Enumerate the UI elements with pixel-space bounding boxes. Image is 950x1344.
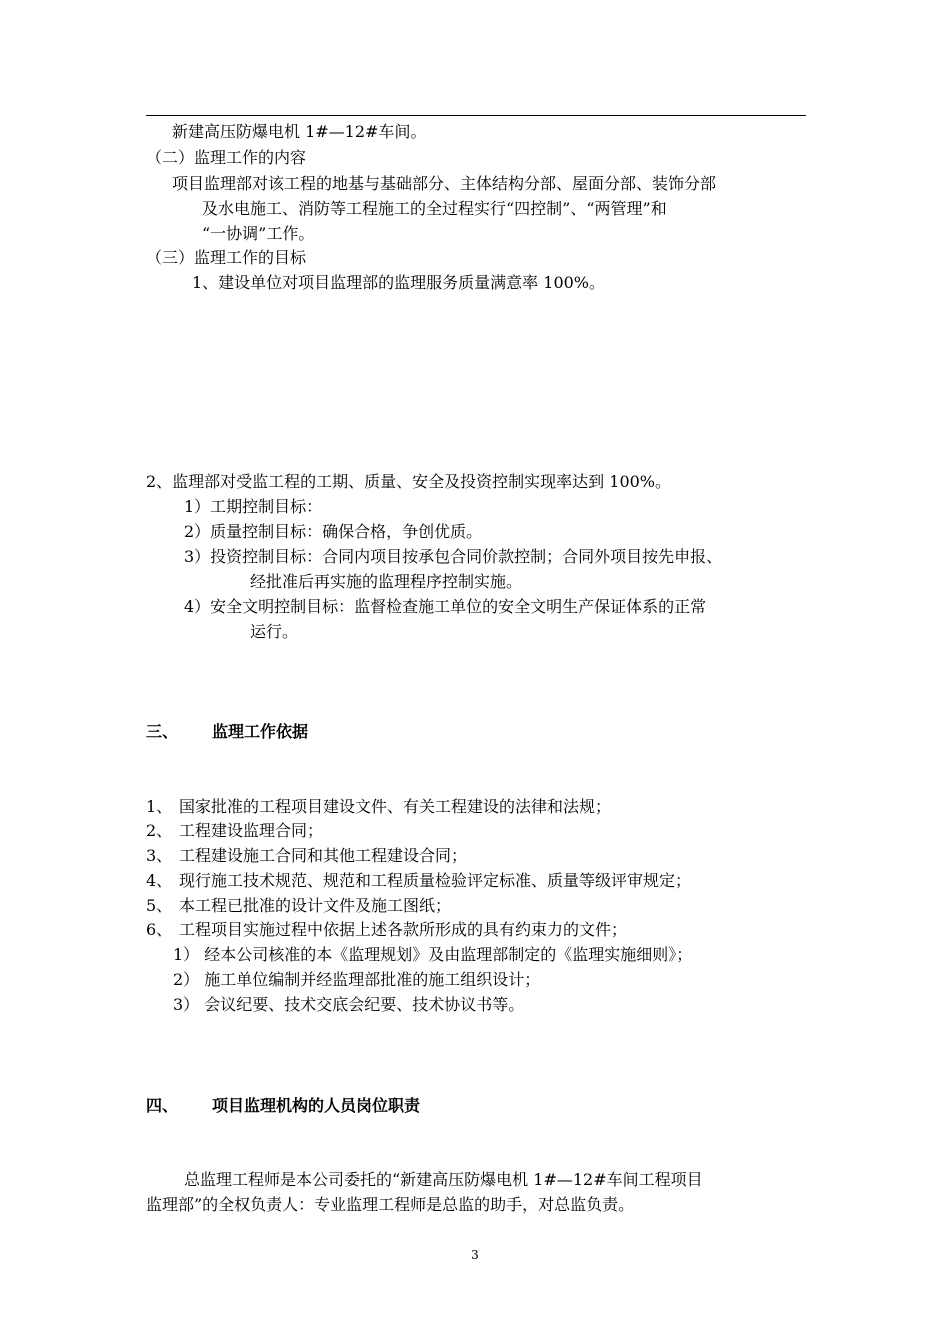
list-item: 本工程已批准的设计文件及施工图纸； bbox=[179, 896, 452, 915]
page-number: 3 bbox=[471, 1248, 479, 1262]
header-rule bbox=[146, 115, 806, 116]
text-line: 3）投资控制目标：合同内项目按承包合同价款控制；合同外项目按先申报、 bbox=[184, 547, 723, 566]
list-item-number: 5、 bbox=[146, 896, 173, 915]
paragraph-line: 监理部”的全权负责人：专业监理工程师是总监的助手，对总监负责。 bbox=[146, 1195, 635, 1214]
text-line: 运行。 bbox=[250, 622, 299, 641]
list-subitem: 2） 施工单位编制并经监理部批准的施工组织设计； bbox=[173, 970, 541, 989]
list-item-number: 4、 bbox=[146, 871, 173, 890]
section-title: 监理工作依据 bbox=[212, 722, 309, 741]
list-item: 现行施工技术规范、规范和工程质量检验评定标准、质量等级评审规定； bbox=[179, 871, 692, 890]
list-item: 工程建设监理合同； bbox=[179, 821, 324, 840]
list-item: 国家批准的工程项目建设文件、有关工程建设的法律和法规； bbox=[179, 797, 612, 816]
subsection-heading: （三）监理工作的目标 bbox=[146, 248, 307, 267]
list-item: 工程项目实施过程中依据上述各款所形成的具有约束力的文件； bbox=[179, 920, 628, 939]
text-line: 经批准后再实施的监理程序控制实施。 bbox=[250, 572, 523, 591]
list-item-number: 2、 bbox=[146, 821, 173, 840]
text-line: 1、建设单位对项目监理部的监理服务质量满意率 100%。 bbox=[192, 273, 606, 292]
text-line: 2、监理部对受监工程的工期、质量、安全及投资控制实现率达到 100%。 bbox=[146, 472, 672, 491]
list-subitem: 3） 会议纪要、技术交底会纪要、技术协议书等。 bbox=[173, 995, 525, 1014]
section-title: 项目监理机构的人员岗位职责 bbox=[212, 1096, 421, 1115]
text-line: 新建高压防爆电机 1#—12#车间。 bbox=[172, 122, 427, 141]
subsection-heading: （二）监理工作的内容 bbox=[146, 148, 307, 167]
text-line: “一协调”工作。 bbox=[202, 224, 315, 243]
text-line: 项目监理部对该工程的地基与基础部分、主体结构分部、屋面分部、装饰分部 bbox=[172, 174, 717, 193]
text-line: 1）工期控制目标： bbox=[184, 497, 323, 516]
text-line: 4）安全文明控制目标：监督检查施工单位的安全文明生产保证体系的正常 bbox=[184, 597, 707, 616]
list-subitem: 1） 经本公司核准的本《监理规划》及由监理部制定的《监理实施细则》； bbox=[173, 945, 693, 964]
list-item: 工程建设施工合同和其他工程建设合同； bbox=[179, 846, 468, 865]
text-line: 及水电施工、消防等工程施工的全过程实行“四控制”、“两管理”和 bbox=[202, 199, 667, 218]
list-item-number: 3、 bbox=[146, 846, 173, 865]
paragraph-line: 总监理工程师是本公司委托的“新建高压防爆电机 1#—12#车间工程项目 bbox=[184, 1170, 703, 1189]
section-number: 四、 bbox=[146, 1096, 179, 1115]
section-number: 三、 bbox=[146, 722, 179, 741]
list-item-number: 1、 bbox=[146, 797, 173, 816]
list-item-number: 6、 bbox=[146, 920, 173, 939]
text-line: 2）质量控制目标：确保合格，争创优质。 bbox=[184, 522, 483, 541]
